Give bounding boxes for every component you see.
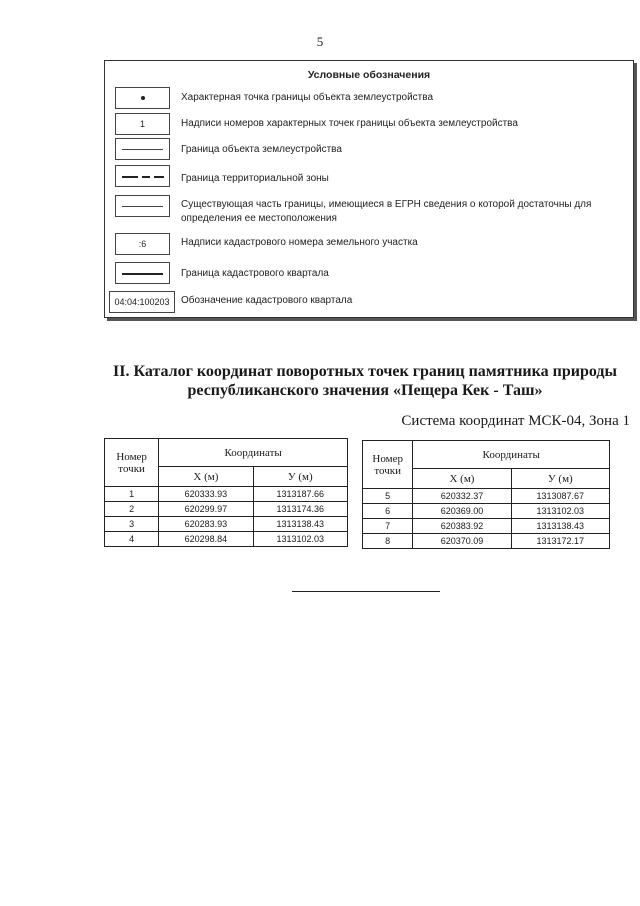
point-number-symbol [115,113,170,135]
table-row [363,504,610,519]
x-cell: 620283.93 [159,517,253,532]
characteristic-point-symbol [115,87,170,109]
point-number-cell: 3 [105,517,159,532]
section-heading: II. Каталог координат поворотных точек границ памятника природы республиканского значения «Пещера Кек - Таш» [113,363,617,399]
x-cell: 620383.92 [413,519,511,534]
point-number-cell: 5 [363,489,413,504]
y-header: У (м) [511,469,609,489]
y-cell: 1313187.66 [253,487,347,502]
point-number-sample: 1 [139,119,145,129]
zone-boundary-symbol [115,165,170,187]
y-cell: 1313102.03 [253,532,347,547]
point-number-cell: 2 [105,502,159,517]
y-cell: 1313174.36 [253,502,347,517]
point-number-header: Номер точки [363,441,413,489]
coordinates-table-2 [362,440,610,549]
y-cell: 1313138.43 [253,517,347,532]
point-number-cell: 8 [363,534,413,549]
cadastral-number-symbol [115,233,170,255]
table-row [363,534,610,549]
legend-item-label: Граница объекта землеустройства [181,144,342,155]
point-number-cell: 7 [363,519,413,534]
cadastral-number-sample: :6 [138,239,147,249]
x-cell: 620370.09 [413,534,511,549]
point-number-header: Номер точки [105,439,159,487]
point-dot-icon [141,96,145,100]
closing-rule [292,591,440,592]
legend-item-label: Граница кадастрового квартала [181,268,329,279]
legend-item-label: Обозначение кадастрового квартала [181,295,353,306]
page-number: 5 [316,34,324,49]
x-cell: 620332.37 [413,489,511,504]
legend-item-label: Надписи кадастрового номера земельного участка [181,237,418,248]
point-number-cell: 6 [363,504,413,519]
cadastral-quarter-sample: 04:04:100203 [114,297,170,307]
existing-boundary-symbol [115,195,170,217]
x-cell: 620298.84 [159,532,253,547]
dash-line-icon [122,176,138,178]
thick-line-icon [122,273,163,275]
y-cell: 1313087.67 [511,489,609,504]
legend-item-label: Граница территориальной зоны [181,173,329,184]
coordinates-header: Координаты [159,439,348,467]
quarter-boundary-symbol [115,262,170,284]
table-row [105,517,348,532]
y-cell: 1313138.43 [511,519,609,534]
x-cell: 620369.00 [413,504,511,519]
coordinates-table-1 [104,438,348,547]
x-cell: 620299.97 [159,502,253,517]
x-header: X (м) [413,469,511,489]
cadastral-quarter-symbol [109,291,175,313]
y-cell: 1313172.17 [511,534,609,549]
legend-title: Условные обозначения [307,69,431,81]
coordinates-header: Координаты [413,441,610,469]
legend-item-label: Характерная точка границы объекта землеустройства [181,92,434,103]
object-boundary-symbol [115,138,170,160]
y-header: У (м) [253,467,347,487]
table-row [105,502,348,517]
thin-line-icon [122,149,163,150]
legend-item-label: Надписи номеров характерных точек границы объекта землеустройства [181,118,518,129]
legend-box [104,60,634,318]
dash-segment-icon [142,176,150,178]
table-row [363,519,610,534]
point-number-cell: 1 [105,487,159,502]
table-row [105,487,348,502]
y-cell: 1313102.03 [511,504,609,519]
x-cell: 620333.93 [159,487,253,502]
coordinate-system: Система координат МСК-04, Зона 1 [401,413,630,429]
point-number-cell: 4 [105,532,159,547]
x-header: X (м) [159,467,253,487]
dash-segment-icon [154,176,164,178]
table-row [363,489,610,504]
table-row [105,532,348,547]
thin-line-icon [122,206,163,207]
legend-item-label: Существующая часть границы, имеющиеся в ЕГРН сведения о которой достаточны для определения ее местоположения [181,199,592,224]
